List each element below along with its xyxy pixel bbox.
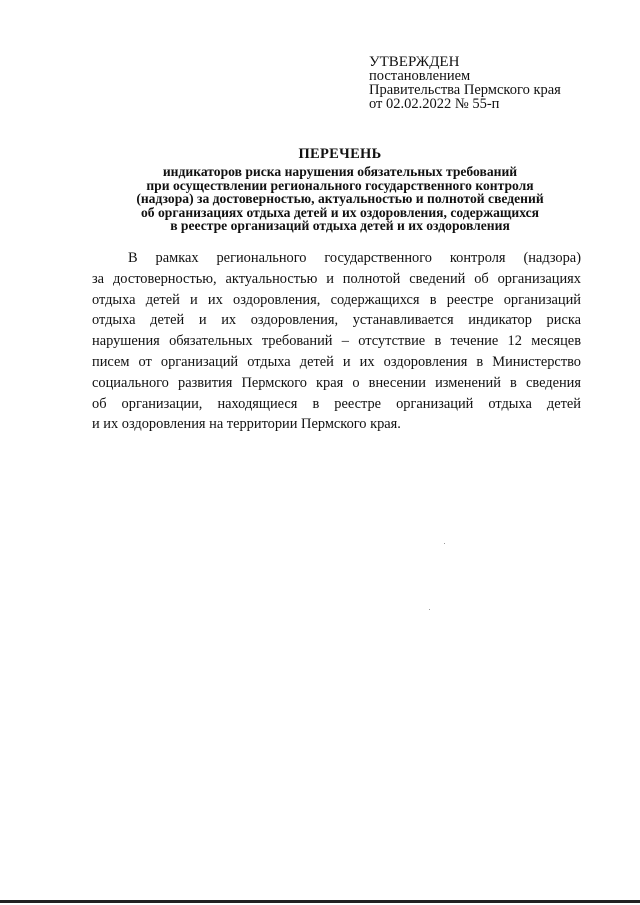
paragraph-line: отдыха детей и их оздоровления, содержащихся в реестре организаций	[92, 291, 581, 308]
subtitle-line: при осуществлении регионального государственного контроля	[146, 177, 534, 193]
document-title: ПЕРЕЧЕНЬ	[298, 146, 382, 162]
paragraph-line: В рамках регионального государственного контроля (надзора)	[128, 250, 581, 266]
approval-line: постановлением	[369, 68, 471, 84]
document-subtitle	[95, 165, 585, 233]
paragraph-line: нарушения обязательных требований – отсутствие в течение 12 месяцев	[92, 333, 581, 350]
paragraph-line: социального развития Пермского края о внесении изменений в сведения	[92, 374, 581, 391]
approval-line: Правительства Пермского края	[369, 82, 561, 98]
paragraph-line: писем от организаций отдыха детей и их оздоровления в Министерство	[92, 353, 581, 370]
approval-stamp	[369, 55, 619, 111]
approval-heading: УТВЕРЖДЕН	[369, 54, 460, 70]
paragraph-line: за достоверностью, актуальностью и полнотой сведений об организациях	[92, 270, 581, 287]
scan-speck	[429, 609, 430, 610]
subtitle-line: индикаторов риска нарушения обязательных требований	[162, 164, 518, 179]
paragraph-line: отдыха детей и их оздоровления, устанавливается индикатор риска	[92, 312, 581, 329]
paragraph-line: и их оздоровления на территории Пермского края.	[92, 416, 401, 433]
paragraph-line: об организации, находящиеся в реестре организаций отдыха детей	[92, 395, 581, 412]
scan-speck	[444, 543, 445, 544]
approval-date-number: от 02.02.2022 № 55-п	[369, 96, 500, 112]
body-paragraph	[92, 248, 581, 435]
subtitle-line: в реестре организаций отдыха детей и их оздоровления	[170, 218, 510, 233]
subtitle-line: об организациях отдыха детей и их оздоровления, содержащихся	[141, 204, 539, 220]
scan-edge	[0, 900, 640, 903]
subtitle-line: (надзора) за достоверностью, актуальностью и полнотой сведений	[136, 191, 544, 206]
